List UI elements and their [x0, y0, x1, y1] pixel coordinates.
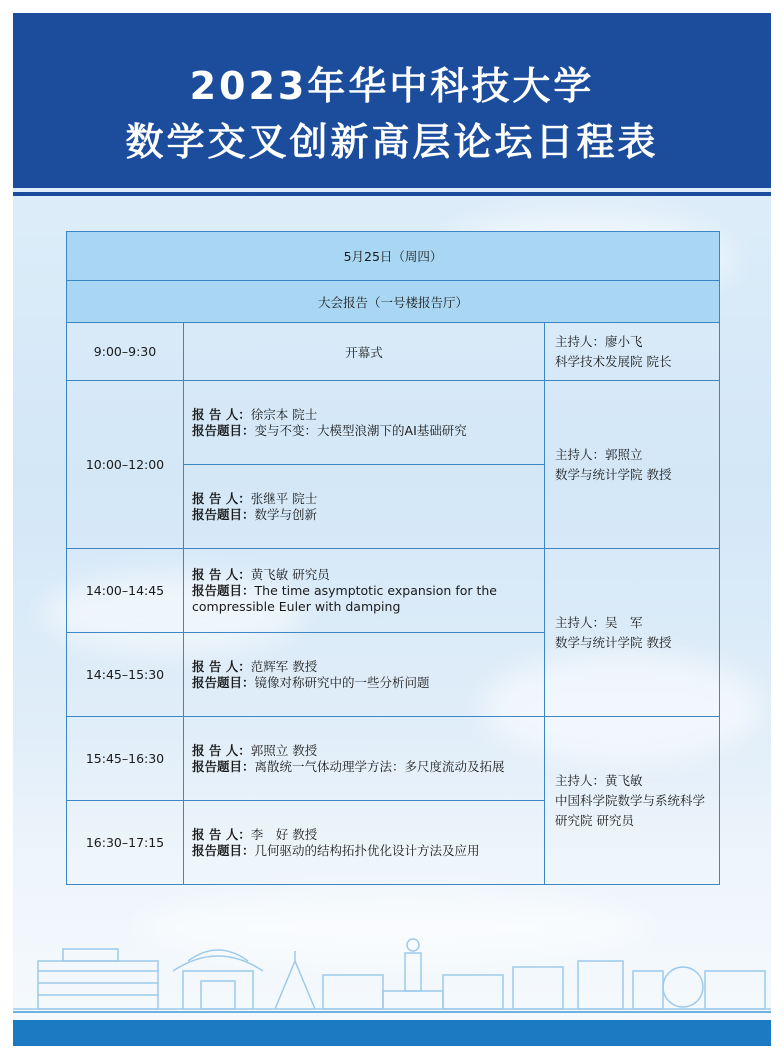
topic-label: 报告题目： [192, 758, 255, 774]
time-cell: 14:00–14:45 [67, 549, 184, 633]
host-title: 科学技术发展院 院长 [555, 353, 672, 369]
host-cell [545, 549, 720, 717]
host-name: 主持人：黄飞敏 [555, 772, 643, 788]
topic-label: 报告题目： [192, 582, 255, 598]
table-row [67, 323, 720, 381]
speaker-line [192, 491, 536, 507]
speaker-label: 报 告 人： [192, 742, 251, 758]
speaker-line [192, 827, 536, 843]
table-row [67, 381, 720, 465]
topic-line [192, 507, 536, 523]
footer-band [13, 1020, 771, 1046]
topic-label: 报告题目： [192, 674, 255, 690]
topic-line [192, 583, 536, 615]
title-line-2: 数学交叉创新高层论坛日程表 [125, 120, 659, 164]
host-title: 中国科学院数学与系统科学研究院 研究员 [555, 792, 706, 828]
time-cell: 9:00–9:30 [67, 323, 184, 381]
title-line-1: 2023年华中科技大学 [189, 64, 595, 108]
talk-cell [184, 465, 545, 549]
topic-line [192, 423, 536, 439]
topic-title: The time asymptotic expansion for the compressible Euler with damping [192, 582, 497, 614]
venue-header: 大会报告（一号楼报告厅） [67, 281, 720, 323]
topic-label: 报告题目： [192, 842, 255, 858]
time-cell: 16:30–17:15 [67, 801, 184, 885]
topic-title: 变与不变：大模型浪潮下的AI基础研究 [254, 422, 467, 438]
topic-line [192, 759, 536, 775]
campus-skyline-illustration [13, 931, 771, 1013]
speaker-name: 张继平 院士 [250, 490, 318, 506]
schedule-table [66, 231, 720, 885]
topic-line [192, 675, 536, 691]
topic-label: 报告题目： [192, 506, 255, 522]
speaker-label: 报 告 人： [192, 566, 251, 582]
host-name: 主持人：郭照立 [555, 446, 643, 462]
time-cell: 15:45–16:30 [67, 717, 184, 801]
topic-title: 离散统一气体动理学方法：多尺度流动及拓展 [254, 758, 505, 774]
table-row [67, 717, 720, 801]
topic-title: 数学与创新 [254, 506, 318, 522]
host-cell [545, 323, 720, 381]
footer-accent-line [13, 1011, 771, 1013]
talk-cell [184, 717, 545, 801]
date-header: 5月25日（周四） [67, 232, 720, 281]
time-cell: 10:00–12:00 [67, 381, 184, 549]
speaker-name: 郭照立 教授 [250, 742, 318, 758]
host-cell [545, 717, 720, 885]
speaker-label: 报 告 人： [192, 826, 251, 842]
host-cell [545, 381, 720, 549]
table-row [67, 549, 720, 633]
poster-frame [13, 13, 771, 1046]
speaker-name: 黄飞敏 研究员 [250, 566, 330, 582]
speaker-label: 报 告 人： [192, 406, 251, 422]
speaker-line [192, 659, 536, 675]
host-name: 主持人：廖小飞 [555, 333, 643, 349]
speaker-line [192, 567, 536, 583]
topic-title: 几何驱动的结构拓扑优化设计方法及应用 [254, 842, 480, 858]
speaker-label: 报 告 人： [192, 490, 251, 506]
title-rule [13, 192, 771, 196]
event-cell: 开幕式 [184, 323, 545, 381]
speaker-line [192, 407, 536, 423]
host-title: 数学与统计学院 教授 [555, 466, 672, 482]
talk-cell [184, 633, 545, 717]
title-banner [13, 13, 771, 188]
topic-label: 报告题目： [192, 422, 255, 438]
topic-line [192, 843, 536, 859]
talk-cell [184, 381, 545, 465]
speaker-name: 范辉军 教授 [250, 658, 318, 674]
talk-cell [184, 801, 545, 885]
topic-title: 镜像对称研究中的一些分析问题 [254, 674, 430, 690]
host-name: 主持人：吴 军 [555, 614, 643, 630]
speaker-line [192, 743, 536, 759]
host-title: 数学与统计学院 教授 [555, 634, 672, 650]
speaker-name: 徐宗本 院士 [250, 406, 318, 422]
talk-cell [184, 549, 545, 633]
speaker-name: 李 好 教授 [250, 826, 318, 842]
time-cell: 14:45–15:30 [67, 633, 184, 717]
speaker-label: 报 告 人： [192, 658, 251, 674]
